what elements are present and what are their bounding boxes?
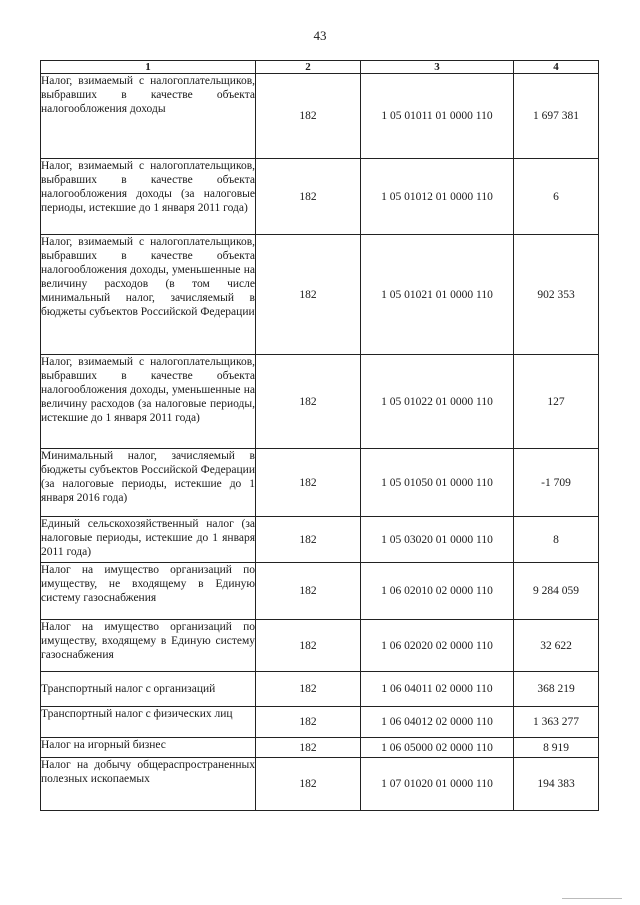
admin-code: 182	[256, 620, 361, 672]
admin-code: 182	[256, 517, 361, 563]
tax-name: Транспортный налог с организаций	[41, 672, 256, 707]
admin-code: 182	[256, 74, 361, 159]
tax-name: Налог на имущество организаций по имуществу, не входящему в Единую систему газоснабжения	[41, 563, 256, 620]
tax-name: Налог на имущество организаций по имуществу, входящему в Единую систему газоснабжения	[41, 620, 256, 672]
admin-code: 182	[256, 758, 361, 811]
tax-name: Транспортный налог с физических лиц	[41, 707, 256, 738]
budget-code: 1 05 01011 01 0000 110	[361, 74, 514, 159]
table-row	[41, 563, 599, 620]
table-row	[41, 74, 599, 159]
amount: 32 622	[514, 620, 599, 672]
header-col-1: 1	[41, 61, 256, 74]
revenue-table	[40, 60, 599, 811]
admin-code: 182	[256, 672, 361, 707]
table-row	[41, 159, 599, 235]
admin-code: 182	[256, 738, 361, 758]
tax-name: Налог, взимаемый с налогоплательщиков, выбравших в качестве объекта налогообложения доходы, уменьшенные на величину расходов (в том числе минимальный налог, зачисляемый в бюджеты субъектов Российской Федерации	[41, 235, 256, 355]
page-number: 43	[313, 28, 327, 43]
tax-name: Налог, взимаемый с налогоплательщиков, выбравших в качестве объекта налогообложения доходы (за налоговые периоды, истекшие до 1 января 2011 года)	[41, 159, 256, 235]
amount: 902 353	[514, 235, 599, 355]
table-row	[41, 707, 599, 738]
table-row	[41, 738, 599, 758]
tax-name: Единый сельскохозяйственный налог (за налоговые периоды, истекшие до 1 января 2011 года)	[41, 517, 256, 563]
admin-code: 182	[256, 355, 361, 449]
tax-name: Налог, взимаемый с налогоплательщиков, выбравших в качестве объекта налогообложения доходы, уменьшенные на величину расходов (за налоговые периоды, истекшие до 1 января 2011 года)	[41, 355, 256, 449]
amount: 194 383	[514, 758, 599, 811]
budget-code: 1 05 01012 01 0000 110	[361, 159, 514, 235]
budget-code: 1 05 03020 01 0000 110	[361, 517, 514, 563]
amount: 1 697 381	[514, 74, 599, 159]
amount: 9 284 059	[514, 563, 599, 620]
page-edge-mark	[562, 898, 622, 899]
table-row	[41, 355, 599, 449]
table-header-row	[41, 61, 599, 74]
admin-code: 182	[256, 563, 361, 620]
amount: 8	[514, 517, 599, 563]
tax-name: Минимальный налог, зачисляемый в бюджеты субъектов Российской Федерации (за налоговые периоды, истекшие до 1 января 2016 года)	[41, 449, 256, 517]
budget-code: 1 06 02010 02 0000 110	[361, 563, 514, 620]
budget-code: 1 06 02020 02 0000 110	[361, 620, 514, 672]
budget-code: 1 06 04012 02 0000 110	[361, 707, 514, 738]
table-row	[41, 620, 599, 672]
table-row	[41, 449, 599, 517]
table-row	[41, 235, 599, 355]
header-col-3: 3	[361, 61, 514, 74]
admin-code: 182	[256, 159, 361, 235]
amount: -1 709	[514, 449, 599, 517]
budget-code: 1 05 01050 01 0000 110	[361, 449, 514, 517]
budget-code: 1 05 01021 01 0000 110	[361, 235, 514, 355]
admin-code: 182	[256, 707, 361, 738]
table-row	[41, 672, 599, 707]
amount: 6	[514, 159, 599, 235]
budget-code: 1 06 04011 02 0000 110	[361, 672, 514, 707]
amount: 368 219	[514, 672, 599, 707]
amount: 8 919	[514, 738, 599, 758]
tax-name: Налог, взимаемый с налогоплательщиков, выбравших в качестве объекта налогообложения доходы	[41, 74, 256, 159]
budget-code: 1 07 01020 01 0000 110	[361, 758, 514, 811]
amount: 1 363 277	[514, 707, 599, 738]
table-row	[41, 517, 599, 563]
tax-name: Налог на игорный бизнес	[41, 738, 256, 758]
header-col-2: 2	[256, 61, 361, 74]
table-row	[41, 758, 599, 811]
tax-name: Налог на добычу общераспространенных полезных ископаемых	[41, 758, 256, 811]
admin-code: 182	[256, 235, 361, 355]
header-col-4: 4	[514, 61, 599, 74]
budget-code: 1 05 01022 01 0000 110	[361, 355, 514, 449]
amount: 127	[514, 355, 599, 449]
admin-code: 182	[256, 449, 361, 517]
budget-code: 1 06 05000 02 0000 110	[361, 738, 514, 758]
